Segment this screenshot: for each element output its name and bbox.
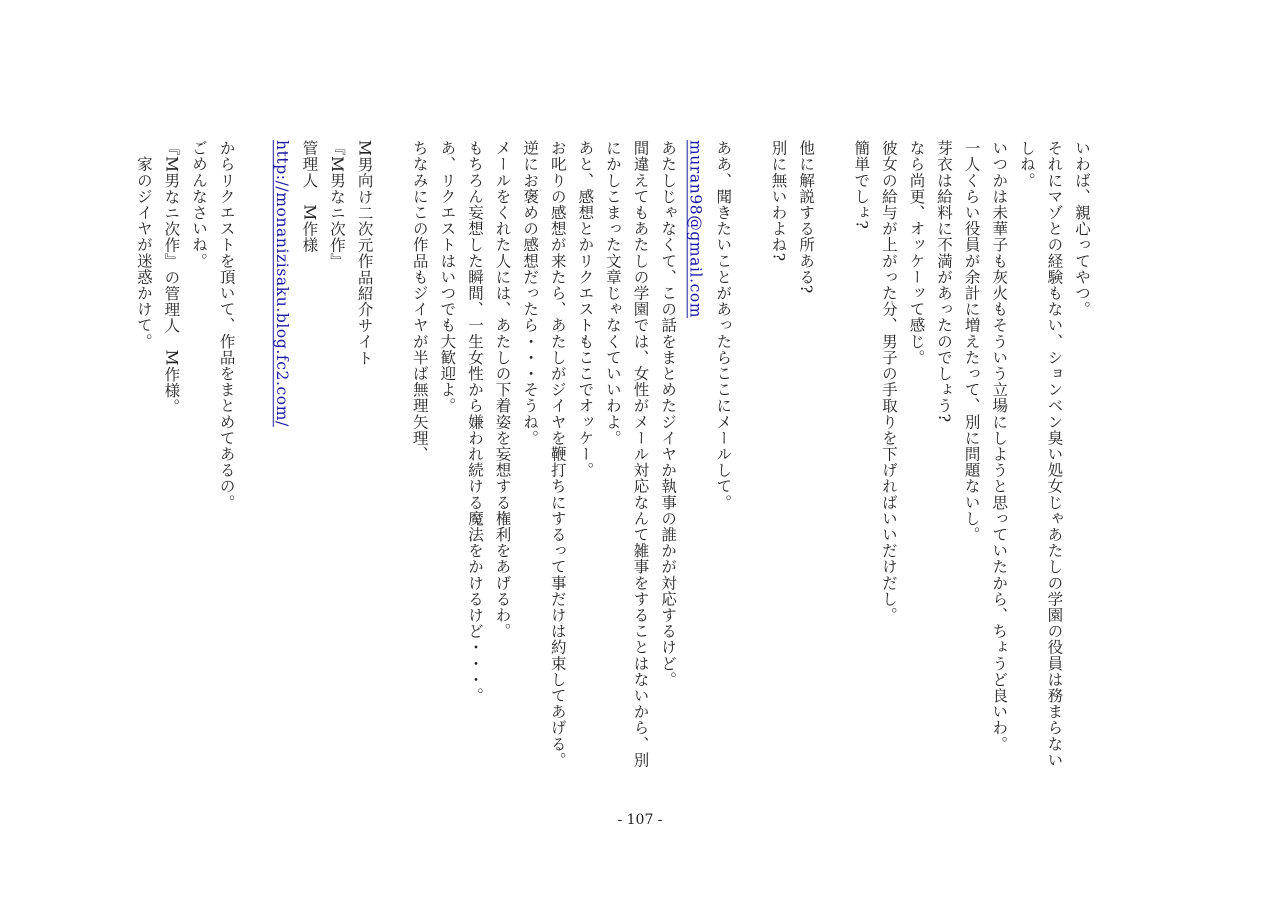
text-line: ちなみにこの作品もジイヤが半ば無理矢理、 (410, 140, 429, 462)
text-line: にかしこまった文章じゃなくていいわよ。 (603, 140, 622, 446)
text-line: 彼女の給与が上がった分、男子の手取りを下げればいいだけだし。 (879, 140, 898, 623)
text-line: 『M男なニ次作』 (327, 140, 346, 270)
text-line: あと、感想とかリクエストもここでオッケー。 (576, 140, 595, 479)
site-link[interactable]: http://monanizisaku.blog.fc2.com/ (272, 140, 291, 427)
text-line: 間違えてもあたしの学園では、女性がメール対応なんて雑事をすることはないから、別 (631, 140, 650, 768)
text-line: いつかは未華子も灰火もそういう立場にしようと思っていたから、ちょうど良いわ。 (990, 140, 1009, 752)
email-link[interactable]: muran98@gmail.com (686, 140, 705, 319)
blank-line (819, 140, 847, 780)
blank-line (736, 140, 764, 780)
text-line: M男向け二次元作品紹介サイト (355, 140, 374, 366)
text-line: もちろん妄想した瞬間、一生女性から嫌われ続ける魔法をかけるけど・・・。 (465, 140, 484, 704)
vertical-text-body (129, 140, 1095, 780)
text-line: 逆にお褒めの感想だったら・・・そうね。 (521, 140, 540, 446)
text-line: お叱りの感想が来たら、あたしがジイヤを鞭打ちにするって事だけは約束してあげる。 (548, 140, 567, 768)
text-line: 別に無いわよね? (769, 140, 788, 262)
text-line: 簡単でしょ? (852, 140, 871, 230)
text-line: 管理人 M作様 (300, 140, 319, 254)
text-line: あ、リクエストはいつでも大歓迎よ。 (438, 140, 457, 414)
text-line: ああ、聞きたいことがあったらここにメールして。 (714, 140, 733, 511)
blank-line (240, 140, 268, 780)
text-line: 『M男なニ次作』の管理人 M作様。 (162, 140, 181, 415)
text-line: いわば、親心ってやつ。 (1073, 140, 1091, 318)
text-line: ごめんなさいね。 (190, 140, 208, 269)
text-line: 他に解説する所ある? (797, 140, 816, 294)
text-line: 一人くらい役員が余計に増えたって、別に問題ないし。 (962, 140, 981, 543)
blank-line (378, 140, 406, 780)
text-line: メールをくれた人には、あたしの下着姿を妄想する権利をあげるわ。 (493, 140, 512, 640)
text-line: 芽衣は給料に不満があったのでしょう? (935, 140, 954, 423)
text-line: なら尚更、オッケーッて感じ。 (907, 140, 926, 366)
text-line: あたしじゃなくて、この話をまとめたジイヤか執事の誰かが対応するけど。 (659, 140, 678, 688)
text-line: それにマゾとの経験もない、ションベン臭い処女じゃあたしの学園の役員は務まらない (1045, 140, 1064, 768)
text-line: しね。 (1017, 140, 1036, 189)
text-line: からリクエストを頂いて、作品をまとめてあるの。 (217, 140, 236, 511)
text-line: 家のジイヤが迷惑かけて。 (134, 140, 153, 350)
page-number: - 107 - (617, 812, 663, 828)
